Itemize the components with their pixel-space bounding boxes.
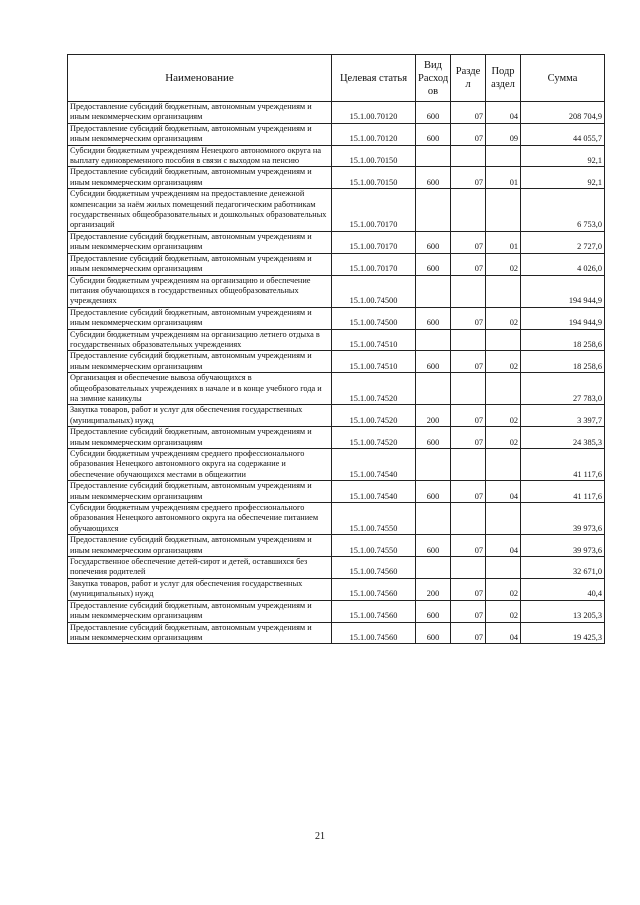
cell-code: 15.1.00.74560 <box>332 578 416 600</box>
table-row <box>68 329 605 351</box>
cell-code: 15.1.00.74520 <box>332 427 416 449</box>
table-row <box>68 145 605 167</box>
cell-razd: 07 <box>451 167 486 189</box>
cell-code: 15.1.00.74550 <box>332 503 416 535</box>
cell-vid: 600 <box>416 102 451 124</box>
cell-vid: 600 <box>416 307 451 329</box>
cell-razd: 07 <box>451 253 486 275</box>
cell-code: 15.1.00.74500 <box>332 307 416 329</box>
cell-razd: 07 <box>451 481 486 503</box>
table-row <box>68 123 605 145</box>
cell-sum: 194 944,9 <box>521 307 605 329</box>
table-row <box>68 307 605 329</box>
cell-razd: 07 <box>451 102 486 124</box>
cell-name: Субсидии бюджетным учреждениям на предоставление денежной компенсации за наём жилых помещений педагогическим работникам государственных общеобразовательных и дошкольных образовательных организаций <box>68 189 332 232</box>
cell-razd: 07 <box>451 351 486 373</box>
table-row <box>68 481 605 503</box>
cell-razd: 07 <box>451 405 486 427</box>
cell-razd: 07 <box>451 427 486 449</box>
cell-vid <box>416 275 451 307</box>
header-sum: Сумма <box>521 55 605 102</box>
cell-name: Предоставление субсидий бюджетным, автономным учреждениям и иным некоммерческим организациям <box>68 167 332 189</box>
table-row <box>68 189 605 232</box>
cell-sum: 40,4 <box>521 578 605 600</box>
cell-vid: 600 <box>416 481 451 503</box>
cell-code: 15.1.00.74540 <box>332 449 416 481</box>
cell-vid: 200 <box>416 405 451 427</box>
cell-code: 15.1.00.74510 <box>332 351 416 373</box>
header-row <box>68 55 605 102</box>
cell-vid <box>416 329 451 351</box>
cell-vid: 200 <box>416 578 451 600</box>
cell-podr <box>486 557 521 579</box>
table-row <box>68 351 605 373</box>
cell-code: 15.1.00.74560 <box>332 557 416 579</box>
cell-sum: 39 973,6 <box>521 535 605 557</box>
header-name: Наименование <box>68 55 332 102</box>
cell-sum: 208 704,9 <box>521 102 605 124</box>
cell-podr: 01 <box>486 167 521 189</box>
cell-vid: 600 <box>416 427 451 449</box>
cell-podr <box>486 373 521 405</box>
cell-code: 15.1.00.70150 <box>332 167 416 189</box>
table-row <box>68 102 605 124</box>
cell-name: Предоставление субсидий бюджетным, автономным учреждениям и иным некоммерческим организациям <box>68 535 332 557</box>
cell-sum: 27 783,0 <box>521 373 605 405</box>
cell-code: 15.1.00.74560 <box>332 600 416 622</box>
cell-razd: 07 <box>451 578 486 600</box>
cell-name: Организация и обеспечение вывоза обучающихся в общеобразовательных учреждениях в начале и в конце учебного года и на зимние каникулы <box>68 373 332 405</box>
budget-table <box>67 54 605 644</box>
cell-sum: 6 753,0 <box>521 189 605 232</box>
cell-razd <box>451 189 486 232</box>
cell-code: 15.1.00.74560 <box>332 622 416 644</box>
cell-name: Предоставление субсидий бюджетным, автономным учреждениям и иным некоммерческим организациям <box>68 307 332 329</box>
cell-code: 15.1.00.74500 <box>332 275 416 307</box>
cell-code: 15.1.00.74540 <box>332 481 416 503</box>
cell-name: Предоставление субсидий бюджетным, автономным учреждениям и иным некоммерческим организациям <box>68 427 332 449</box>
cell-vid: 600 <box>416 351 451 373</box>
cell-vid <box>416 557 451 579</box>
cell-name: Предоставление субсидий бюджетным, автономным учреждениям и иным некоммерческим организациям <box>68 123 332 145</box>
cell-podr <box>486 145 521 167</box>
table-row <box>68 405 605 427</box>
cell-razd: 07 <box>451 123 486 145</box>
table-row <box>68 503 605 535</box>
cell-podr: 02 <box>486 351 521 373</box>
cell-vid <box>416 145 451 167</box>
cell-code: 15.1.00.70170 <box>332 253 416 275</box>
cell-podr: 04 <box>486 102 521 124</box>
cell-razd <box>451 557 486 579</box>
cell-podr: 04 <box>486 622 521 644</box>
cell-code: 15.1.00.70170 <box>332 231 416 253</box>
cell-name: Предоставление субсидий бюджетным, автономным учреждениям и иным некоммерческим организациям <box>68 481 332 503</box>
cell-podr: 02 <box>486 600 521 622</box>
cell-name: Предоставление субсидий бюджетным, автономным учреждениям и иным некоммерческим организациям <box>68 600 332 622</box>
cell-sum: 41 117,6 <box>521 481 605 503</box>
cell-razd <box>451 275 486 307</box>
cell-sum: 41 117,6 <box>521 449 605 481</box>
cell-sum: 44 055,7 <box>521 123 605 145</box>
table-body <box>68 102 605 644</box>
cell-podr: 04 <box>486 481 521 503</box>
cell-code: 15.1.00.70120 <box>332 123 416 145</box>
cell-podr: 02 <box>486 427 521 449</box>
cell-name: Субсидии бюджетным учреждениям среднего профессионального образования Ненецкого автономного округа на обеспечение питанием обучающихся <box>68 503 332 535</box>
table-row <box>68 253 605 275</box>
cell-sum: 4 026,0 <box>521 253 605 275</box>
cell-sum: 2 727,0 <box>521 231 605 253</box>
cell-podr <box>486 329 521 351</box>
cell-podr <box>486 189 521 232</box>
cell-code: 15.1.00.74520 <box>332 405 416 427</box>
cell-name: Предоставление субсидий бюджетным, автономным учреждениям и иным некоммерческим организациям <box>68 253 332 275</box>
cell-vid <box>416 503 451 535</box>
cell-name: Закупка товаров, работ и услуг для обеспечения государственных (муниципальных) нужд <box>68 405 332 427</box>
cell-podr: 04 <box>486 535 521 557</box>
cell-sum: 24 385,3 <box>521 427 605 449</box>
table-row <box>68 167 605 189</box>
cell-razd <box>451 329 486 351</box>
cell-name: Субсидии бюджетным учреждениям на организацию и обеспечение питания обучающихся в государственных общеобразовательных учреждениях <box>68 275 332 307</box>
cell-razd <box>451 449 486 481</box>
cell-vid: 600 <box>416 535 451 557</box>
cell-podr: 02 <box>486 307 521 329</box>
table-header <box>68 55 605 102</box>
page-number: 21 <box>315 831 325 842</box>
table-row <box>68 600 605 622</box>
cell-sum: 92,1 <box>521 167 605 189</box>
cell-vid: 600 <box>416 600 451 622</box>
cell-razd <box>451 145 486 167</box>
cell-sum: 194 944,9 <box>521 275 605 307</box>
cell-vid: 600 <box>416 231 451 253</box>
cell-razd: 07 <box>451 307 486 329</box>
header-vid: Вид Расход ов <box>416 55 451 102</box>
cell-name: Субсидии бюджетным учреждениям Ненецкого автономного округа на выплату единовременного пособия в связи с выходом на пенсию <box>68 145 332 167</box>
cell-code: 15.1.00.70150 <box>332 145 416 167</box>
cell-sum: 19 425,3 <box>521 622 605 644</box>
cell-name: Предоставление субсидий бюджетным, автономным учреждениям и иным некоммерческим организациям <box>68 351 332 373</box>
cell-vid <box>416 449 451 481</box>
table-row <box>68 427 605 449</box>
cell-sum: 92,1 <box>521 145 605 167</box>
cell-name: Субсидии бюджетным учреждениям среднего профессионального образования Ненецкого автономного округа на содержание и обеспечение обучающихся местами в общежитии <box>68 449 332 481</box>
cell-code: 15.1.00.74510 <box>332 329 416 351</box>
cell-razd <box>451 503 486 535</box>
table-row <box>68 557 605 579</box>
cell-razd: 07 <box>451 535 486 557</box>
cell-sum: 18 258,6 <box>521 329 605 351</box>
cell-sum: 32 671,0 <box>521 557 605 579</box>
cell-sum: 3 397,7 <box>521 405 605 427</box>
cell-podr: 02 <box>486 253 521 275</box>
cell-name: Предоставление субсидий бюджетным, автономным учреждениям и иным некоммерческим организациям <box>68 622 332 644</box>
cell-podr: 01 <box>486 231 521 253</box>
header-podr: Подр аздел <box>486 55 521 102</box>
table-row <box>68 449 605 481</box>
cell-code: 15.1.00.70120 <box>332 102 416 124</box>
cell-vid: 600 <box>416 167 451 189</box>
cell-razd: 07 <box>451 231 486 253</box>
cell-name: Субсидии бюджетным учреждениям на организацию летнего отдыха в государственных образовательных учреждениях <box>68 329 332 351</box>
cell-sum: 13 205,3 <box>521 600 605 622</box>
cell-razd: 07 <box>451 622 486 644</box>
cell-name: Предоставление субсидий бюджетным, автономным учреждениям и иным некоммерческим организациям <box>68 102 332 124</box>
cell-podr: 02 <box>486 405 521 427</box>
table-row <box>68 578 605 600</box>
header-razd: Разде л <box>451 55 486 102</box>
cell-name: Закупка товаров, работ и услуг для обеспечения государственных (муниципальных) нужд <box>68 578 332 600</box>
cell-vid: 600 <box>416 253 451 275</box>
header-code: Целевая статья <box>332 55 416 102</box>
cell-razd <box>451 373 486 405</box>
cell-podr <box>486 275 521 307</box>
cell-podr: 09 <box>486 123 521 145</box>
cell-podr <box>486 503 521 535</box>
table-row <box>68 373 605 405</box>
cell-name: Предоставление субсидий бюджетным, автономным учреждениям и иным некоммерческим организациям <box>68 231 332 253</box>
cell-code: 15.1.00.74550 <box>332 535 416 557</box>
table-row <box>68 275 605 307</box>
table-row <box>68 622 605 644</box>
cell-code: 15.1.00.70170 <box>332 189 416 232</box>
cell-sum: 18 258,6 <box>521 351 605 373</box>
table-row <box>68 535 605 557</box>
cell-vid <box>416 189 451 232</box>
cell-vid: 600 <box>416 123 451 145</box>
cell-vid: 600 <box>416 622 451 644</box>
cell-vid <box>416 373 451 405</box>
cell-podr: 02 <box>486 578 521 600</box>
cell-podr <box>486 449 521 481</box>
cell-name: Государственное обеспечение детей-сирот и детей, оставшихся без попечения родителей <box>68 557 332 579</box>
cell-sum: 39 973,6 <box>521 503 605 535</box>
cell-code: 15.1.00.74520 <box>332 373 416 405</box>
table-row <box>68 231 605 253</box>
cell-razd: 07 <box>451 600 486 622</box>
